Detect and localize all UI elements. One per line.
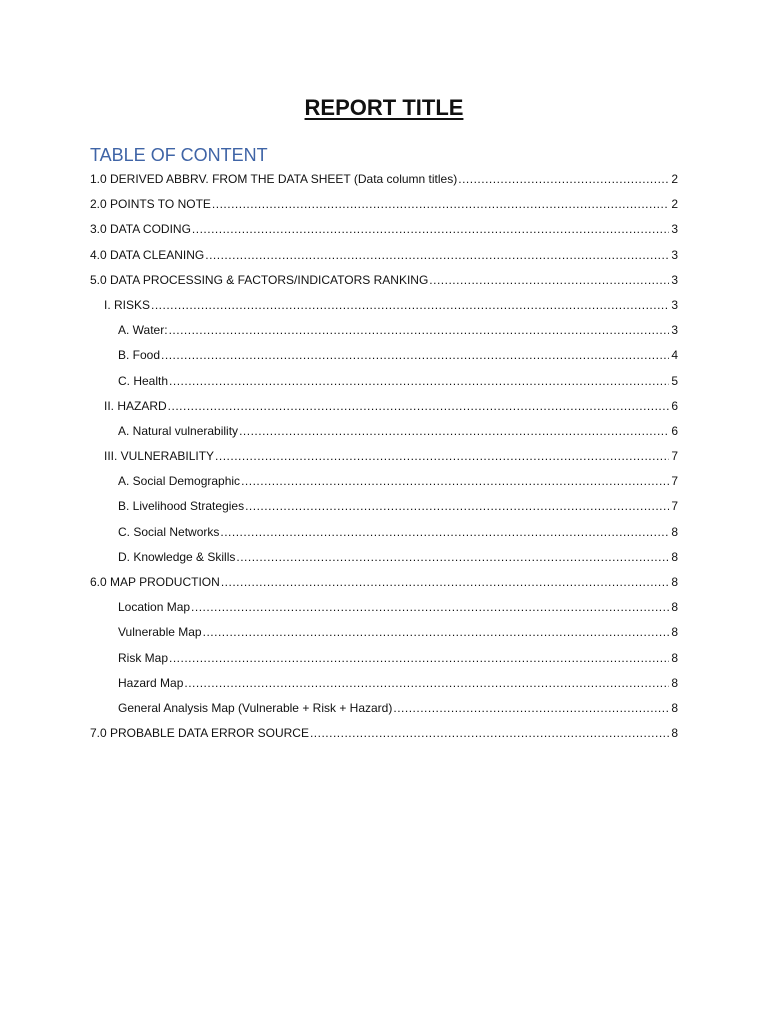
toc-entry-title: Vulnerable Map: [118, 625, 202, 640]
toc-entry-page-number: 8: [671, 625, 678, 640]
report-title-text: REPORT TITLE: [304, 95, 464, 120]
toc-entry[interactable]: [90, 646, 678, 671]
toc-entry-title: C. Social Networks: [118, 524, 220, 539]
toc-entry-page-number: 6: [671, 398, 678, 413]
toc-entry-title: 3.0 DATA CODING: [90, 222, 191, 237]
toc-entry-page-number: 3: [671, 222, 678, 237]
toc-entry[interactable]: [90, 620, 678, 645]
toc-entry-title: Location Map: [118, 600, 191, 615]
toc-entry-title: C. Health: [118, 373, 169, 388]
toc-entry-title: Hazard Map: [118, 675, 184, 690]
toc-entry-title: I. RISKS: [104, 297, 151, 312]
toc-dot-leader: [184, 671, 669, 696]
toc-dot-leader: [161, 343, 669, 368]
toc-entry[interactable]: [90, 369, 678, 394]
toc-entry[interactable]: [90, 671, 678, 696]
toc-dot-leader: [169, 646, 669, 671]
toc-dot-leader: [236, 545, 669, 570]
toc-entry-title: 7.0 PROBABLE DATA ERROR SOURCE: [90, 726, 309, 741]
toc-entry[interactable]: [90, 570, 678, 595]
toc-entry-page-number: 3: [671, 323, 678, 338]
toc-entry-title: 6.0 MAP PRODUCTION: [90, 575, 220, 589]
toc-entry-page-number: 8: [671, 524, 678, 539]
toc-entry-page-number: 7: [671, 449, 678, 464]
toc-entry-page-number: 2: [671, 197, 678, 212]
toc-dot-leader: [310, 721, 669, 746]
toc-entry[interactable]: [90, 595, 678, 620]
toc-entry-page-number: 7: [671, 474, 678, 489]
toc-entry[interactable]: [90, 469, 678, 494]
toc-entry-page-number: 3: [671, 297, 678, 312]
toc-dot-leader: [151, 293, 669, 318]
toc-entry[interactable]: [90, 419, 678, 444]
toc-dot-leader: [215, 444, 669, 469]
toc-entry-page-number: 5: [671, 373, 678, 388]
toc-dot-leader: [203, 620, 669, 645]
toc-entry-page-number: 7: [671, 499, 678, 514]
toc-entry[interactable]: [90, 192, 678, 217]
toc-entry-title: 1.0 DERIVED ABBRV. FROM THE DATA SHEET (Data column titles): [90, 172, 458, 186]
toc-entry[interactable]: [90, 217, 678, 242]
toc-entry-title: Risk Map: [118, 650, 169, 665]
toc-entry[interactable]: [90, 545, 678, 570]
toc-entry-page-number: 8: [671, 726, 678, 741]
toc-entry-page-number: 8: [671, 700, 678, 715]
report-title: [0, 93, 768, 123]
toc-entry-page-number: 8: [671, 575, 678, 589]
toc-heading: TABLE OF CONTENT: [90, 145, 268, 165]
toc-entry-page-number: 3: [671, 247, 678, 262]
toc-dot-leader: [169, 369, 669, 394]
toc-dot-leader: [192, 217, 669, 242]
toc-entry[interactable]: [90, 293, 678, 318]
toc-entry[interactable]: [90, 394, 678, 419]
toc-entry-page-number: 8: [671, 549, 678, 564]
toc-entry-page-number: 3: [671, 272, 678, 287]
toc-entry[interactable]: [90, 444, 678, 469]
toc-entry[interactable]: [90, 243, 678, 268]
toc-entry-title: A. Social Demographic: [118, 474, 241, 489]
toc-entry-title: II. HAZARD: [104, 398, 167, 413]
toc-entry-title: III. VULNERABILITY: [104, 449, 215, 464]
toc-dot-leader: [393, 696, 669, 721]
toc-entry[interactable]: [90, 318, 678, 343]
toc-entry-page-number: 6: [671, 423, 678, 438]
toc-dot-leader: [169, 318, 669, 343]
toc-entry-page-number: 8: [671, 675, 678, 690]
toc-dot-leader: [191, 595, 669, 620]
toc-entry[interactable]: [90, 167, 678, 192]
toc-entry-title: General Analysis Map (Vulnerable + Risk + Hazard): [118, 700, 393, 715]
toc-dot-leader: [220, 520, 669, 545]
toc-dot-leader: [239, 419, 669, 444]
toc-dot-leader: [458, 167, 669, 192]
toc-entry-title: B. Food: [118, 348, 161, 363]
toc-entry-page-number: 8: [671, 600, 678, 615]
toc-dot-leader: [241, 469, 669, 494]
toc-entry[interactable]: [90, 721, 678, 746]
toc-entry-page-number: 4: [671, 348, 678, 363]
toc-entry-page-number: 2: [671, 172, 678, 186]
toc-entry[interactable]: [90, 343, 678, 368]
toc-dot-leader: [221, 570, 669, 595]
toc-entry[interactable]: [90, 268, 678, 293]
toc-entry-title: D. Knowledge & Skills: [118, 549, 236, 564]
toc-entry[interactable]: [90, 520, 678, 545]
toc-entry[interactable]: [90, 494, 678, 519]
toc-entry-title: 4.0 DATA CLEANING: [90, 247, 205, 262]
toc-entry-title: 2.0 POINTS TO NOTE: [90, 197, 211, 212]
toc-entry-title: A. Water:: [118, 323, 168, 338]
toc-dot-leader: [245, 494, 669, 519]
toc-dot-leader: [205, 243, 669, 268]
toc-entry-page-number: 8: [671, 650, 678, 665]
toc-dot-leader: [429, 268, 669, 293]
toc-entry[interactable]: [90, 696, 678, 721]
toc-entry-title: 5.0 DATA PROCESSING & FACTORS/INDICATORS RANKING: [90, 272, 429, 287]
table-of-contents: [90, 167, 678, 746]
toc-entry-title: A. Natural vulnerability: [118, 423, 239, 438]
toc-dot-leader: [212, 192, 669, 217]
toc-dot-leader: [168, 394, 669, 419]
toc-entry-title: B. Livelihood Strategies: [118, 499, 245, 514]
